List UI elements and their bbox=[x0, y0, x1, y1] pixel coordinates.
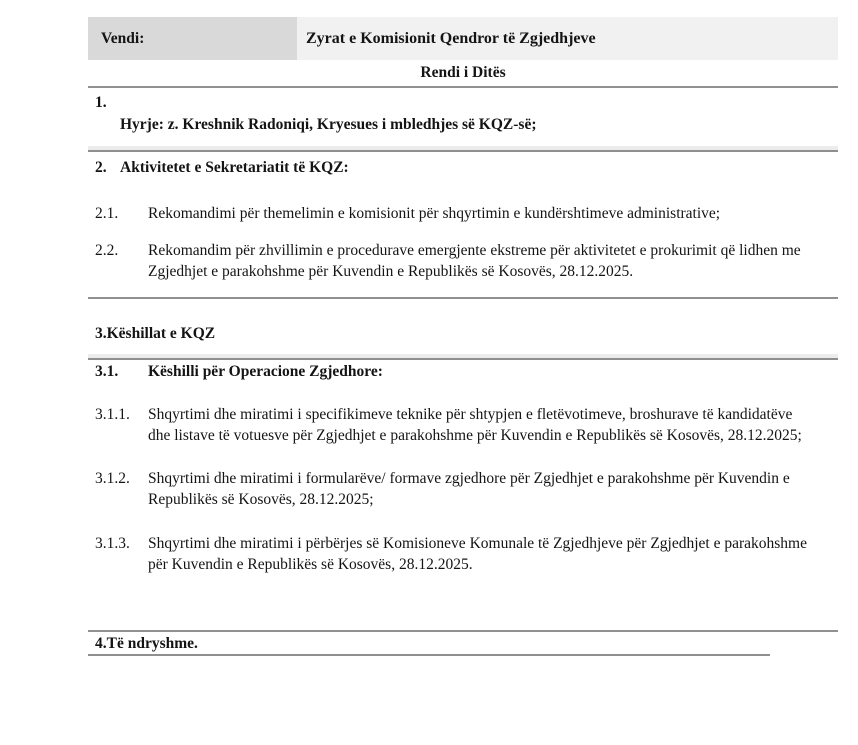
subsection-heading: Këshilli për Operacione Zgjedhore: bbox=[148, 363, 383, 380]
divider-rule bbox=[88, 297, 838, 299]
section-1-number: 1. bbox=[95, 94, 107, 111]
item-number: 3.1.1. bbox=[95, 406, 130, 423]
section-1-heading: Hyrje: z. Kreshnik Radoniqi, Kryesues i mbledhjes së KQZ-së; bbox=[120, 116, 537, 133]
subsection-3-1-heading-row bbox=[88, 362, 838, 382]
location-row bbox=[88, 17, 838, 60]
item-text: Shqyrtimi dhe miratimi i specifikimeve teknike për shtypjen e fletëvotimeve, broshurave të kandidatëve dhe listave të votuesve për Zgjedhjet e parakohshme për Kuvendin e Republikës së Kosovës, 28.12.2025; bbox=[148, 406, 802, 444]
location-label-cell: Vendi: bbox=[88, 17, 297, 60]
section-4-heading: 4.Të ndryshme. bbox=[95, 635, 198, 652]
section-4-underline bbox=[88, 654, 770, 656]
agenda-item-2-1 bbox=[88, 203, 838, 224]
section-divider bbox=[88, 146, 838, 152]
location-value-cell: Zyrat e Komisionit Qendror të Zgjedhjeve bbox=[306, 29, 596, 47]
section-3-heading: 3.Këshillat e KQZ bbox=[95, 325, 216, 342]
item-number: 2.1. bbox=[95, 205, 119, 222]
item-number: 3.1.3. bbox=[95, 535, 130, 552]
agenda-item-3-1-3 bbox=[88, 533, 838, 575]
section-divider bbox=[88, 354, 838, 360]
subsection-number: 3.1. bbox=[95, 363, 119, 380]
section-2-heading: Aktivitetet e Sekretariatit të KQZ: bbox=[120, 159, 349, 176]
agenda-document bbox=[88, 17, 838, 656]
item-number: 3.1.2. bbox=[95, 470, 130, 487]
item-text: Rekomandimi për themelimin e komisionit për shqyrtimin e kundërshtimeve administrative; bbox=[148, 205, 721, 222]
item-text: Shqyrtimi dhe miratimi i përbërjes së Komisioneve Komunale të Zgjedhjeve për Zgjedhjet e parakohshme për Kuvendin e Republikës së Kosovës, 28.12.2025. bbox=[148, 535, 807, 573]
item-number: 2.2. bbox=[95, 242, 119, 259]
divider-rule bbox=[88, 630, 838, 632]
section-2-heading-row bbox=[88, 158, 838, 178]
agenda-item-3-1-2 bbox=[88, 468, 838, 510]
agenda-item-3-1-1 bbox=[88, 404, 838, 446]
divider-rule bbox=[88, 86, 838, 88]
item-text: Shqyrtimi dhe miratimi i formularëve/ formave zgjedhore për Zgjedhjet e parakohshme për Kuvendin e Republikës së Kosovës, 28.12.2025; bbox=[148, 470, 790, 508]
item-text: Rekomandim për zhvillimin e procedurave emergjente ekstreme për aktivitetet e prokurimit që lidhen me Zgjedhjet e parakohshme për Kuvendin e Republikës së Kosovës, 28.12.2025. bbox=[148, 242, 801, 280]
section-1 bbox=[88, 93, 838, 135]
section-2-number: 2. bbox=[95, 159, 107, 176]
agenda-item-2-2 bbox=[88, 240, 838, 282]
agenda-title: Rendi i Ditës bbox=[420, 64, 506, 81]
